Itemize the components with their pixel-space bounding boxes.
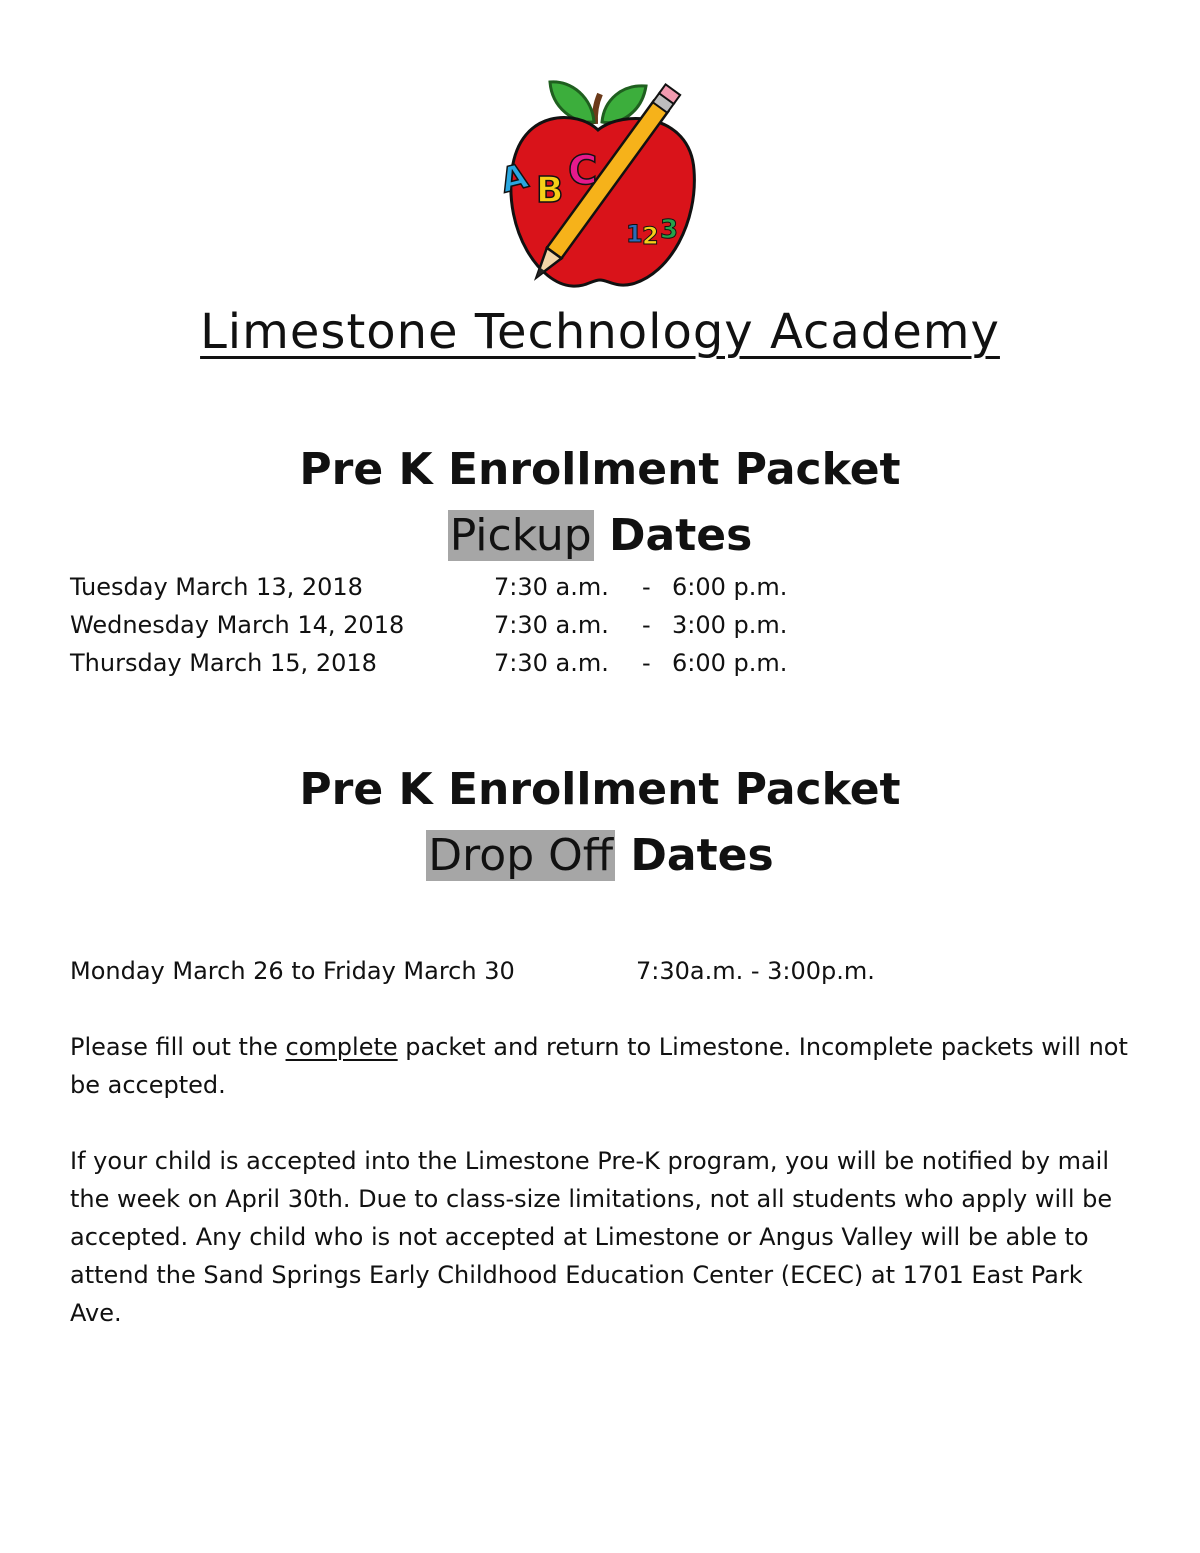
pickup-heading-line1: Pre K Enrollment Packet	[299, 444, 901, 495]
dropoff-highlight: Drop Off	[428, 830, 614, 881]
apple-stem-icon	[595, 94, 600, 124]
pickup-day: Thursday March 15, 2018	[70, 649, 377, 677]
pickup-dash: -	[642, 573, 651, 601]
acceptance-paragraph: If your child is accepted into the Limestone Pre-K program, you will be notified by mail the week on April 30th. Due to class-size limitations, not all students who apply will be accepted. Any child who is not accepted at Limestone or Angus Valley will be able to attend the Sand Springs Early Childhood Education Center (ECEC) at 1701 East Park Ave.	[70, 1147, 1113, 1327]
dropoff-range: Monday March 26 to Friday March 30	[70, 957, 515, 985]
logo-letter-c: C	[568, 148, 598, 194]
pickup-highlight: Pickup	[449, 510, 592, 561]
pickup-row	[70, 568, 970, 606]
complete-packet-notice	[70, 1028, 1130, 1104]
pickup-row	[70, 644, 970, 682]
pickup-end-time: 6:00 p.m.	[672, 573, 788, 601]
dropoff-time: 7:30a.m. - 3:00p.m.	[636, 957, 875, 985]
pickup-dash: -	[642, 649, 651, 677]
notice-before: Please fill out the	[70, 1033, 286, 1061]
pickup-schedule	[70, 568, 970, 682]
school-title	[0, 304, 1200, 360]
pickup-day: Tuesday March 13, 2018	[70, 573, 363, 601]
pickup-dash: -	[642, 611, 651, 639]
notice-underlined: complete	[285, 1033, 398, 1061]
apple-pencil-logo	[494, 72, 706, 304]
dropoff-schedule	[70, 952, 1130, 990]
logo-digit-2: 2	[642, 222, 659, 250]
dropoff-heading-rest: Dates	[615, 830, 774, 881]
school-name: Limestone Technology Academy	[200, 304, 1000, 360]
pickup-row	[70, 606, 970, 644]
pickup-end-time: 6:00 p.m.	[672, 649, 788, 677]
pickup-start-time: 7:30 a.m.	[494, 649, 609, 677]
pickup-day: Wednesday March 14, 2018	[70, 611, 405, 639]
logo-digit-1: 1	[626, 220, 643, 248]
logo-letter-a: A	[496, 156, 533, 202]
logo-letter-b: B	[536, 170, 564, 211]
pickup-heading-rest: Dates	[593, 510, 753, 561]
logo-digit-3: 3	[660, 215, 679, 245]
apple-logo-graphic	[494, 72, 706, 304]
pickup-heading-line2	[0, 504, 1200, 568]
pickup-start-time: 7:30 a.m.	[494, 573, 609, 601]
left-leaf-icon	[550, 82, 594, 122]
dropoff-heading-line2	[0, 824, 1200, 888]
notice-after: packet and return to Limestone. Incomplete packets will not be accepted.	[70, 1033, 1128, 1099]
pickup-start-time: 7:30 a.m.	[494, 611, 609, 639]
dropoff-heading-line1: Pre K Enrollment Packet	[299, 764, 901, 815]
pickup-end-time: 3:00 p.m.	[672, 611, 788, 639]
